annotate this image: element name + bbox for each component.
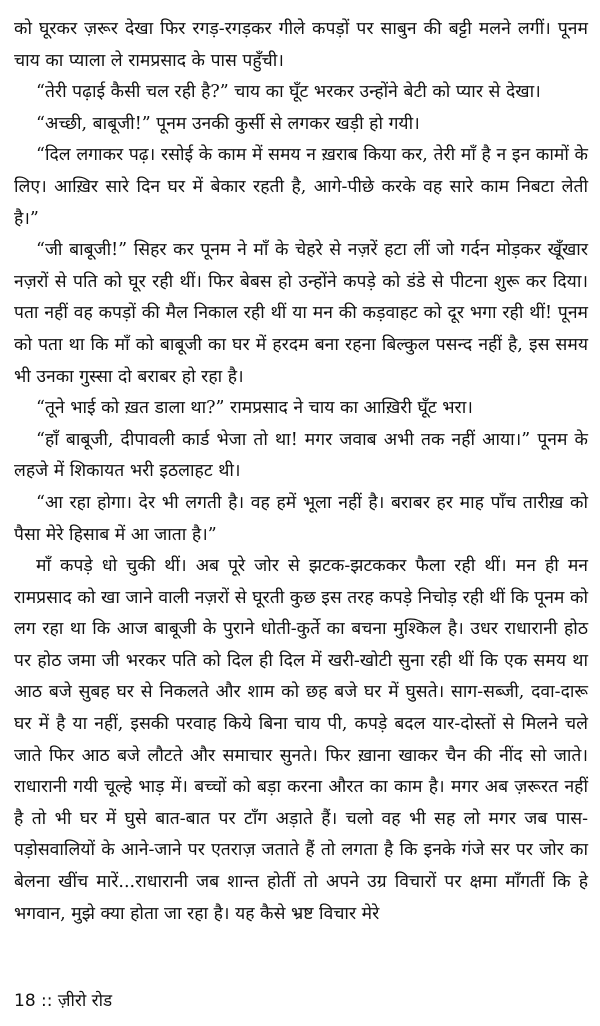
paragraph-dialogue-study: “तेरी पढ़ाई कैसी चल रही है?” चाय का घूँट भरकर उन्होंने बेटी को प्यार से देखा। <box>36 82 541 103</box>
paragraph-dialogue-card: “हाँ बाबूजी, दीपावली कार्ड भेजा तो था! मगर जवाब अभी तक नहीं आया।” पूनम के लहजे में शिकायत भरी इठलाहट थी। <box>14 429 588 482</box>
paragraph-dialogue-reply: “अच्छी, बाबूजी!” पूनम उनकी कुर्सी से लगकर खड़ी हो गयी। <box>36 113 420 134</box>
paragraph-mother-reaction: “जी बाबूजी!” सिहर कर पूनम ने माँ के चेहरे से नज़रें हटा लीं जो गर्दन मोड़कर खूँखार नज़रों से पति को घूर रही थीं। फिर बेबस हो उन्होंने कपड़े को डंडे से पीटना शुरू कर दिया। पता नहीं वह कपड़ों की मैल निकाल रही थीं या मन की कड़वाहट को दूर भगा रही थीं! पूनम को पता था कि माँ को बाबूजी का घर में हरदम बना रहना बिल्कुल पसन्द नहीं है, इस समय भी उनका गुस्सा दो बराबर हो रहा है। <box>14 240 588 387</box>
paragraph-dialogue-letter: “तूने भाई को ख़त डाला था?” रामप्रसाद ने चाय का आख़िरी घूँट भरा। <box>36 398 473 419</box>
paragraph-dialogue-money: “आ रहा होगा। देर भी लगती है। वह हमें भूला नहीं है। बराबर हर माह पाँच तारीख़ को पैसा मेरे हिसाब में आ जाता है।” <box>14 492 588 545</box>
paragraph-radharani-thoughts: माँ कपड़े धो चुकी थीं। अब पूरे जोर से झटक-झटककर फैला रही थीं। मन ही मन रामप्रसाद को खा जाने वाली नज़रों से घूरती कुछ इस तरह कपड़े निचोड़ रही थीं कि पूनम को लग रहा था कि आज बाबूजी के पुराने धोती-कुर्ते का बचना मुश्किल है। उधर राधारानी होठ पर होठ जमा जी भरकर पति को दिल ही दिल में खरी-खोटी सुना रही थीं कि एक समय था आठ बजे सुबह घर से निकलते और शाम को छह बजे घर में घुसते। साग-सब्जी, दवा-दारू घर में है या नहीं, इसकी परवाह किये बिना चाय पी, कपड़े बदल यार-दोस्तों से मिलने चले जाते फिर आठ बजे लौटते और समाचार सुनते। फिर ख़ाना खाकर चैन की नींद सो जाते। राधारानी गयी चूल्हे भाड़ में। बच्चों को बड़ा करना औरत का काम है। मगर अब ज़रूरत नहीं है तो भी घर में घुसे बात-बात पर टाँग अड़ाते हैं। चलो वह भी सह लो मगर जब पास-पड़ोसवालियों के आने-जाने पर एतराज़ जताते हैं तो लगता है कि इनके गंजे सर पर जोर का बेलना खींच मारें...राधारानी जब शान्त होतीं तो अपने उग्र विचारों पर क्षमा माँगतीं कि हे भगवान, मुझे क्या होता जा रहा है। यह कैसे भ्रष्ट विचार मेरे <box>14 556 588 924</box>
paragraph-continuation: को घूरकर ज़रूर देखा फिर रगड़-रगड़कर गीले कपड़ों पर साबुन की बट्टी मलने लगीं। पूनम चाय का प्याला ले रामप्रसाद के पास पहुँची। <box>14 19 588 71</box>
book-page-body <box>14 14 588 930</box>
page-footer-folio: 18 :: ज़ीरो रोड <box>14 991 113 1011</box>
paragraph-dialogue-advice: “दिल लगाकर पढ़। रसोई के काम में समय न ख़राब किया कर, तेरी माँ है न इन कामों के लिए। आख़िर सारे दिन घर में बेकार रहती है, आगे-पीछे करके वह सारे काम निबटा लेती है।” <box>14 145 588 229</box>
